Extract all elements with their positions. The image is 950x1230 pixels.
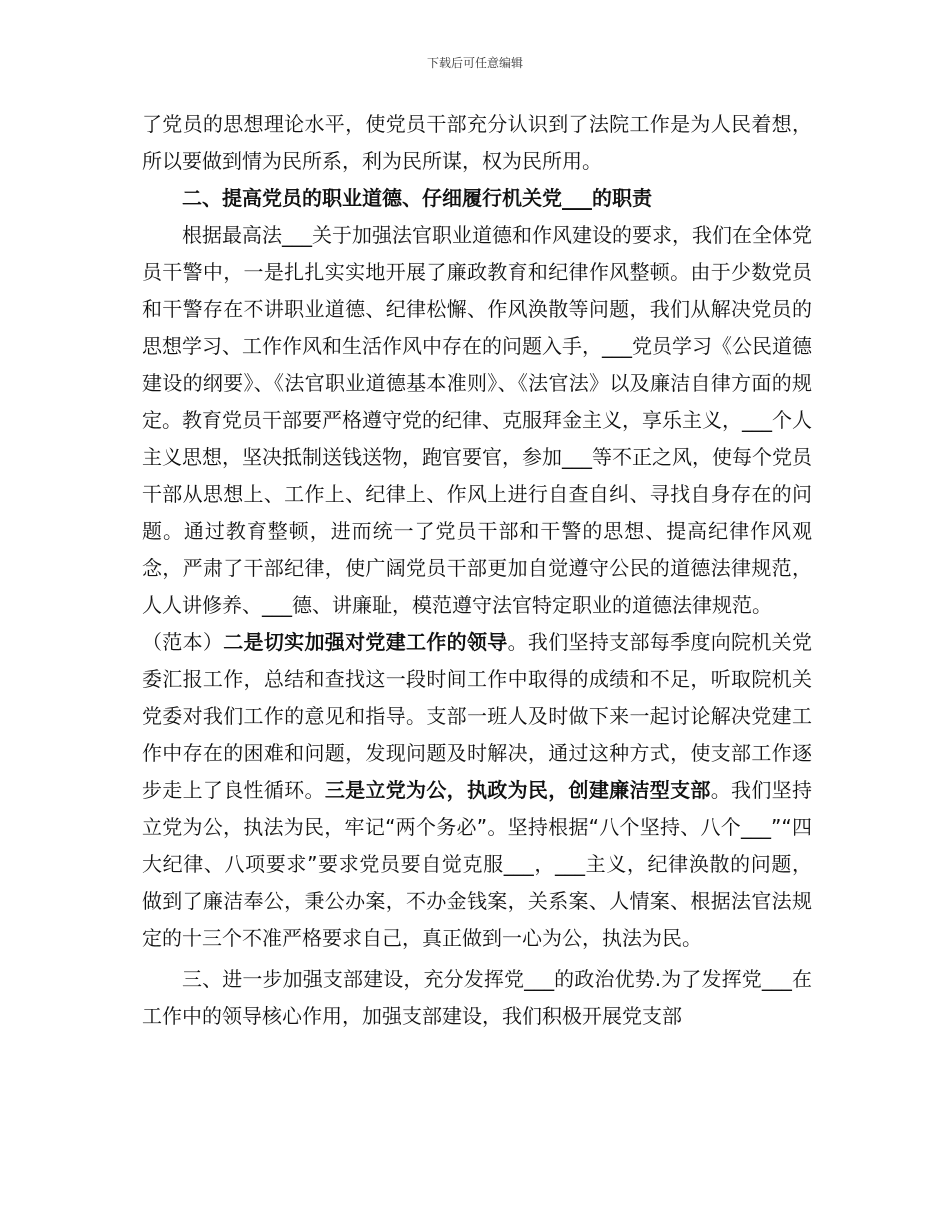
paragraph-text-leadership: 。我们坚持支部每季度向院机关党委汇报工作，总结和查找这一段时间工作中取得的成绩和不足，听取院机关党委对我们工作的意见和指导。支部一班人及时做下来一起讨论解决党建工作中存在的困难和问题，发现问题及时解决，通过这种方式，使支部工作逐步走上了良性循环。 [142,630,812,802]
paragraph-professional-ethics: 根据最高法___关于加强法官职业道德和作风建设的要求，我们在全体党员干警中，一是扎扎实实地开展了廉政教育和纪律作风整顿。由于少数党员和干警存在不讲职业道德、纪律松懈、作风涣散等问题，我们从解决党员的思想学习、工作作风和生活作风中存在的问题入手，___党员学习《公民道德建设的纲要》、《法官职业道德基本准则》、《法官法》以及廉洁自律方面的规定。教育党员干部要严格遵守党的纪律、克服拜金主义，享乐主义，___个人主义思想，坚决抵制送钱送物，跑官要官，参加___等不正之风，使每个党员干部从思想上、工作上、纪律上、作风上进行自查自纠、寻找自身存在的问题。通过教育整顿，进而统一了党员干部和干警的思想、提高纪律作风观念，严肃了干部纪律，使广阔党员干部更加自觉遵守公民的道德法律规范，人人讲修养、___德、讲廉耻，模范遵守法官特定职业的道德法律规范。 [142,223,812,617]
section-heading-2: 二、提高党员的职业道德、仔细履行机关党___的职责 [182,186,652,210]
bold-phrase-clean-branch: 三是立党为公，执政为民，创建廉洁型支部 [324,778,711,802]
section-heading-3-paragraph: 三、进一步加强支部建设，充分发挥党___的政治优势.为了发挥党___在工作中的领导核心作用，加强支部建设，我们积极开展党支部 [142,967,812,1028]
page-header-note: 下载后可任意编辑 [426,56,523,70]
document-body [142,106,812,1035]
sample-tag: （范本） [142,630,224,654]
paragraph-party-leadership [142,624,812,957]
paragraph-text-clean-branch: 。我们坚持立党为公，执法为民，牢记“两个务必”。坚持根据“八个坚持、八个___”“四大纪律、八项要求”要求党员要自觉克服___，___主义，纪律涣散的问题，做到了廉洁奉公，秉公办案，不办金钱案，关系案、人情案、根据法官法规定的十三个不准严格要求自己，真正做到一心为公，执法为民。 [142,778,812,950]
bold-phrase-leadership: 二是切实加强对党建工作的领导 [223,630,508,654]
paragraph-continuation: 了党员的思想理论水平，使党员干部充分认识到了法院工作是为人民着想，所以要做到情为民所系，利为民所谋，权为民所用。 [142,112,812,173]
